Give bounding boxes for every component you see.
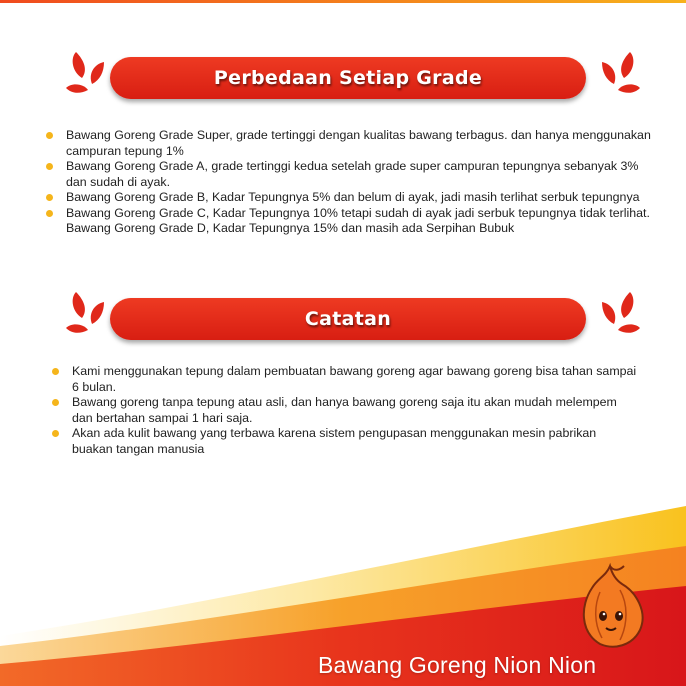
notes-section-header bbox=[110, 298, 586, 340]
grade-list bbox=[44, 128, 654, 237]
list-item: Bawang Goreng Grade A, grade tertinggi kedua setelah grade super campuran tepungnya sebanyak 3% dan sudah di ayak. bbox=[44, 159, 654, 190]
list-item: Kami menggunakan tepung dalam pembuatan bawang goreng agar bawang goreng bisa tahan sampai 6 bulan. bbox=[50, 364, 640, 395]
splash-right-icon bbox=[594, 48, 644, 106]
top-accent-line bbox=[0, 0, 686, 3]
bullet-icon bbox=[52, 368, 59, 375]
list-item: Akan ada kulit bawang yang terbawa karena sistem pengupasan menggunakan mesin pabrikan buakan tangan manusia bbox=[50, 426, 640, 457]
splash-left-icon bbox=[62, 48, 112, 106]
bullet-icon bbox=[52, 430, 59, 437]
list-item: Bawang Goreng Grade Super, grade tertinggi dengan kualitas bawang terbagus. dan hanya menggunakan campuran tepung 1% bbox=[44, 128, 654, 159]
list-item: Bawang Goreng Grade B, Kadar Tepungnya 5% dan belum di ayak, jadi masih terlihat serbuk tepungnya bbox=[44, 190, 654, 206]
bullet-icon bbox=[46, 194, 53, 201]
splash-left-icon bbox=[62, 288, 112, 346]
bullet-icon bbox=[46, 132, 53, 139]
list-item: Bawang Goreng Grade C, Kadar Tepungnya 10% tetapi sudah di ayak jadi serbuk tepungnya tidak terlihat. bbox=[44, 206, 654, 222]
onion-mascot-icon bbox=[570, 562, 650, 652]
bullet-icon bbox=[46, 163, 53, 170]
list-item: Bawang goreng tanpa tepung atau asli, dan hanya bawang goreng saja itu akan mudah melempem dan bertahan sampai 1 hari saja. bbox=[50, 395, 640, 426]
notes-list bbox=[50, 364, 640, 457]
bullet-icon bbox=[52, 399, 59, 406]
splash-right-icon bbox=[594, 288, 644, 346]
grade-section-title: Perbedaan Setiap Grade bbox=[213, 67, 483, 89]
bullet-icon bbox=[46, 210, 53, 217]
notes-section-title: Catatan bbox=[304, 308, 392, 330]
brand-name: Bawang Goreng Nion Nion bbox=[318, 652, 597, 678]
grade-section-header bbox=[110, 57, 586, 99]
list-item: Bawang Goreng Grade D, Kadar Tepungnya 15% dan masih ada Serpihan Bubuk bbox=[66, 221, 515, 235]
